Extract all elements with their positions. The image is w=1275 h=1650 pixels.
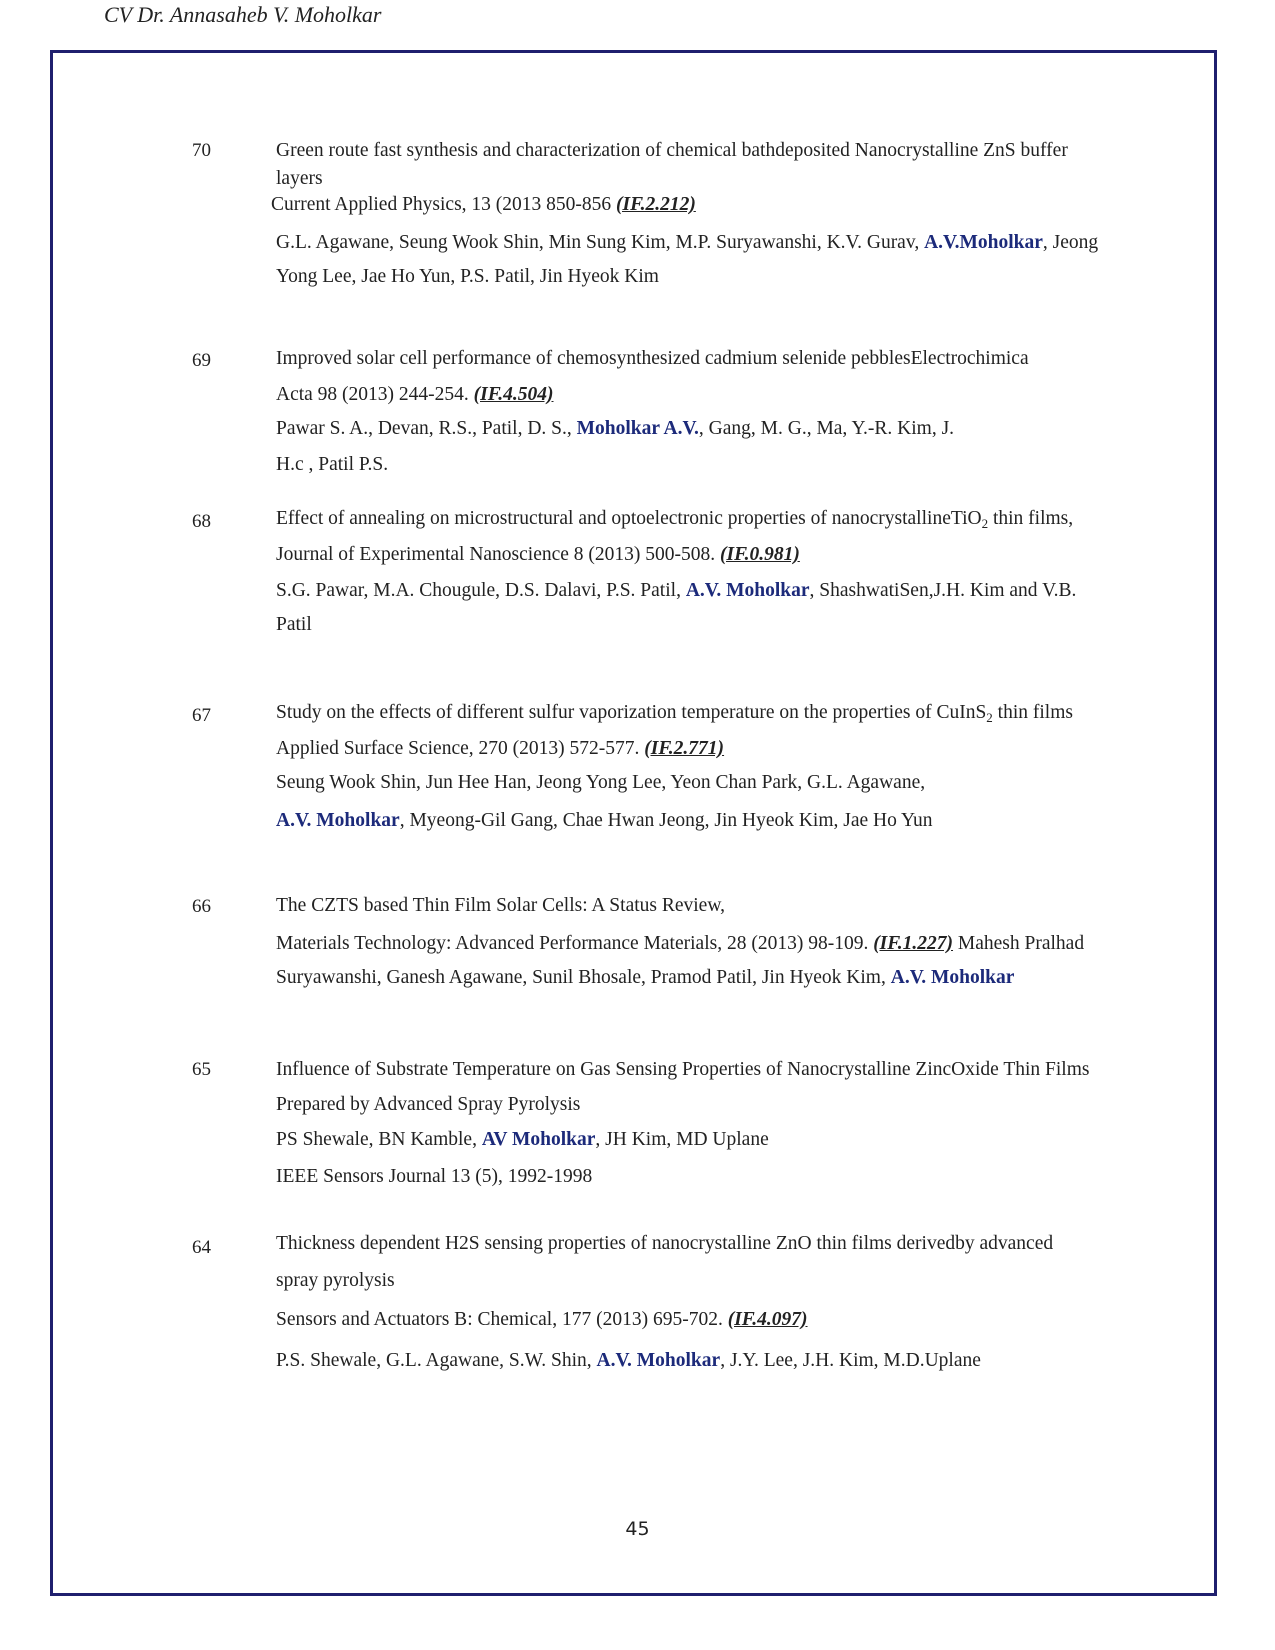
journal-text: Applied Surface Science, 270 (2013) 572-577. (276, 738, 645, 759)
subscript: 2 (986, 710, 993, 725)
entry-title (276, 508, 1073, 532)
entry-authors (276, 967, 1014, 989)
entry-title-cont: spray pyrolysis (276, 1270, 395, 1291)
title-text: Effect of annealing on microstructural and optoelectronic properties of nanocrystallineTiO (276, 508, 982, 529)
impact-factor: (IF.2.771) (644, 738, 725, 759)
authors-text: , Myeong-Gil Gang, Chae Hwan Jeong, Jin Hyeok Kim, Jae Ho Yun (399, 810, 933, 831)
entry-authors: Seung Wook Shin, Jun Hee Han, Jeong Yong Lee, Yeon Chan Park, G.L. Agawane, (276, 772, 926, 793)
entry-authors-cont (276, 810, 932, 832)
author-highlight: A.V. Moholkar (596, 1350, 721, 1371)
impact-factor: (IF.2.212) (616, 194, 696, 215)
page-header: CV Dr. Annasaheb V. Moholkar (104, 2, 382, 27)
authors-text: , Gang, M. G., Ma, Y.-R. Kim, J. (698, 418, 955, 439)
entry-journal (276, 933, 1084, 955)
impact-factor: (IF.4.504) (473, 384, 554, 405)
entry-journal (276, 1309, 808, 1331)
authors-text: PS Shewale, BN Kamble, (276, 1129, 482, 1150)
journal-text: Acta 98 (2013) 244-254. (276, 384, 474, 405)
journal-text: Materials Technology: Advanced Performance Materials, 28 (2013) 98-109. (276, 933, 874, 954)
entry-authors (276, 232, 1098, 254)
author-highlight: A.V. Moholkar (276, 810, 400, 831)
entry-title-cont: layers (276, 168, 323, 189)
author-highlight: A.V. Moholkar (890, 967, 1015, 988)
subscript: 2 (981, 516, 989, 531)
author-highlight: A.V. Moholkar (685, 580, 810, 601)
entry-number: 66 (192, 896, 211, 917)
author-highlight: A.V.Moholkar (924, 232, 1043, 253)
entry-authors (276, 418, 954, 440)
entry-title: Improved solar cell performance of chemosynthesized cadmium selenide pebblesElectrochimica (276, 348, 1029, 369)
entry-title: Green route fast synthesis and characterization of chemical bathdeposited Nanocrystalline ZnS buffer (276, 140, 1068, 161)
entry-journal (276, 384, 554, 406)
entry-authors-cont: Yong Lee, Jae Ho Yun, P.S. Patil, Jin Hyeok Kim (276, 266, 659, 287)
entry-journal (276, 738, 724, 760)
entry-number: 68 (192, 511, 211, 532)
title-text: thin films (992, 702, 1073, 723)
title-text: Study on the effects of different sulfur vaporization temperature on the properties of CuInS (276, 702, 987, 723)
entry-journal: IEEE Sensors Journal 13 (5), 1992-1998 (276, 1166, 593, 1187)
authors-text: Mahesh Pralhad (953, 933, 1085, 954)
entry-number: 70 (192, 140, 211, 161)
authors-text: Pawar S. A., Devan, R.S., Patil, D. S., (276, 418, 577, 439)
authors-text: , JH Kim, MD Uplane (595, 1129, 769, 1150)
entry-title-cont: Prepared by Advanced Spray Pyrolysis (276, 1094, 581, 1115)
impact-factor: (IF.1.227) (873, 933, 954, 954)
title-text: thin films, (988, 508, 1074, 529)
entry-number: 64 (192, 1237, 211, 1258)
entry-authors-cont: Patil (276, 614, 312, 635)
entry-number: 69 (192, 350, 211, 371)
journal-text: Sensors and Actuators B: Chemical, 177 (2013) 695-702. (276, 1309, 728, 1330)
entry-title (276, 702, 1073, 726)
author-highlight: AV Moholkar (481, 1129, 596, 1150)
entry-authors (276, 580, 1076, 602)
entry-authors (276, 1350, 981, 1372)
journal-text: Journal of Experimental Nanoscience 8 (2013) 500-508. (276, 544, 721, 565)
authors-text: P.S. Shewale, G.L. Agawane, S.W. Shin, (276, 1350, 597, 1371)
entry-number: 65 (192, 1059, 211, 1080)
authors-text: , Jeong (1042, 232, 1099, 253)
authors-text: , J.Y. Lee, J.H. Kim, M.D.Uplane (720, 1350, 981, 1371)
author-highlight: Moholkar A.V. (576, 418, 699, 439)
entry-authors (276, 1129, 769, 1151)
entry-title: The CZTS based Thin Film Solar Cells: A Status Review, (276, 895, 726, 916)
authors-text: , ShashwatiSen,J.H. Kim and V.B. (809, 580, 1077, 601)
entry-journal (271, 194, 696, 216)
journal-text: Current Applied Physics, 13 (2013 850-856 (271, 194, 617, 215)
entry-title: Influence of Substrate Temperature on Gas Sensing Properties of Nanocrystalline ZincOxide Thin Films (276, 1059, 1090, 1080)
entry-journal (276, 544, 800, 566)
impact-factor: (IF.4.097) (727, 1309, 808, 1330)
authors-text: S.G. Pawar, M.A. Chougule, D.S. Dalavi, P.S. Patil, (276, 580, 686, 601)
entry-title: Thickness dependent H2S sensing properties of nanocrystalline ZnO thin films derivedby advanced (276, 1233, 1054, 1254)
authors-text: G.L. Agawane, Seung Wook Shin, Min Sung Kim, M.P. Suryawanshi, K.V. Gurav, (276, 232, 925, 253)
entry-number: 67 (192, 705, 211, 726)
page-number: 45 (625, 1518, 650, 1540)
impact-factor: (IF.0.981) (720, 544, 800, 565)
entry-authors-cont: H.c , Patil P.S. (276, 454, 389, 475)
authors-text: Suryawanshi, Ganesh Agawane, Sunil Bhosale, Pramod Patil, Jin Hyeok Kim, (276, 967, 891, 988)
